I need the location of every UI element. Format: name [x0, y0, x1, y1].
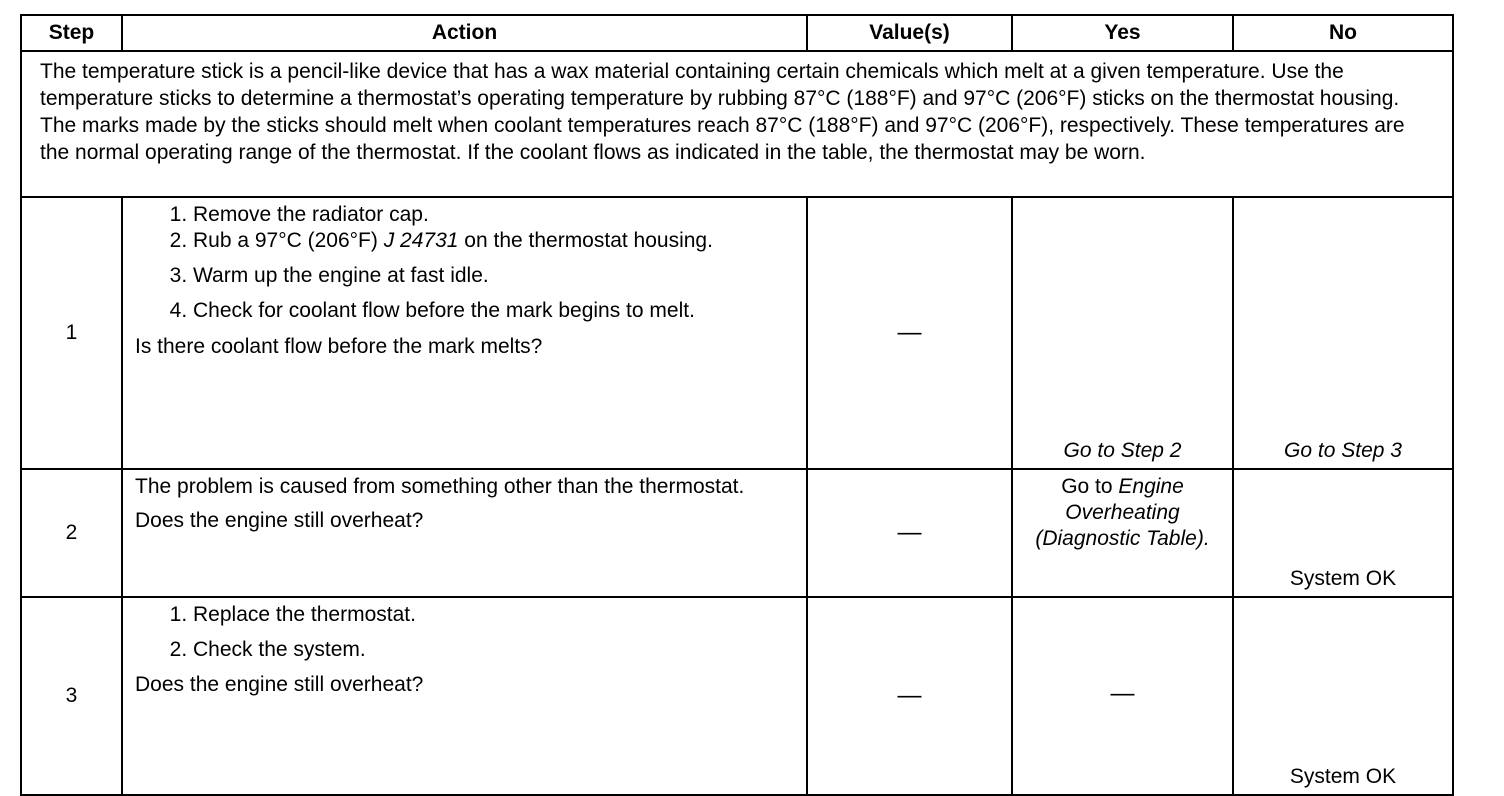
- step-number: 2: [21, 469, 122, 597]
- yes-link[interactable]: Go to Step 2: [1063, 439, 1182, 462]
- action-text: Rub a 97°C (206°F): [193, 229, 384, 252]
- no-cell: System OK: [1233, 597, 1453, 795]
- yes-link[interactable]: Engine Overheating (Diagnostic Table).: [1035, 475, 1210, 550]
- header-step: Step: [21, 15, 122, 51]
- question-text: Does the engine still overheat?: [135, 509, 424, 532]
- action-steps: [135, 602, 794, 663]
- list-item: 4. Check for coolant flow before the mark begins to melt.: [193, 298, 713, 324]
- intro-text: The temperature stick is a pencil-like device that has a wax material containing certain chemicals which melt at a given temperature. Use the temperature sticks to determine a thermostat’s operating temperature by rubbing 87°C (188°F) and 97°C (206°F) sticks on the thermostat housing. The marks made by the sticks should melt when coolant temperatures reach 87°C (188°F) and 97°C (206°F), respectively. These temperatures are the normal operating range of the thermostat. If the coolant flows as indicated in the table, the thermostat may be worn.: [21, 51, 1453, 197]
- action-steps: [135, 202, 794, 324]
- table-row: [21, 197, 1453, 469]
- list-item: 2. Check the system.: [193, 637, 794, 663]
- no-link[interactable]: Go to Step 3: [1284, 439, 1402, 462]
- list-item: 3. Warm up the engine at fast idle.: [193, 263, 794, 289]
- action-cell: [122, 469, 807, 597]
- header-row: [21, 15, 1453, 51]
- action-text: The problem is caused from something other than the thermostat.: [135, 475, 745, 498]
- value-cell: —: [807, 597, 1012, 795]
- list-item: [193, 228, 794, 254]
- diagnostic-table-container: [20, 14, 1452, 796]
- header-no: No: [1233, 15, 1453, 51]
- header-values: Value(s): [807, 15, 1012, 51]
- question-text: Is there coolant flow before the mark melts?: [135, 335, 543, 358]
- header-yes: Yes: [1012, 15, 1233, 51]
- no-cell: System OK: [1233, 469, 1453, 597]
- yes-cell: [1012, 197, 1233, 469]
- yes-text: Go to: [1061, 475, 1119, 498]
- list-item: 1. Replace the thermostat.: [193, 602, 794, 628]
- no-cell: [1233, 197, 1453, 469]
- action-text: on the thermostat housing.: [458, 229, 713, 252]
- value-cell: —: [807, 197, 1012, 469]
- yes-cell: [1012, 469, 1233, 597]
- action-cell: [122, 197, 807, 469]
- table-row: [21, 597, 1453, 795]
- value-cell: —: [807, 469, 1012, 597]
- table-row: [21, 469, 1453, 597]
- step-number: 1: [21, 197, 122, 469]
- tool-reference: J 24731: [383, 229, 459, 252]
- intro-row: [21, 51, 1453, 197]
- action-cell: [122, 597, 807, 795]
- step-number: 3: [21, 597, 122, 795]
- question-text: Does the engine still overheat?: [135, 673, 424, 696]
- header-action: Action: [122, 15, 807, 51]
- yes-cell: —: [1012, 597, 1233, 795]
- list-item: 1. Remove the radiator cap.: [193, 202, 794, 228]
- diagnostic-table: [20, 14, 1454, 796]
